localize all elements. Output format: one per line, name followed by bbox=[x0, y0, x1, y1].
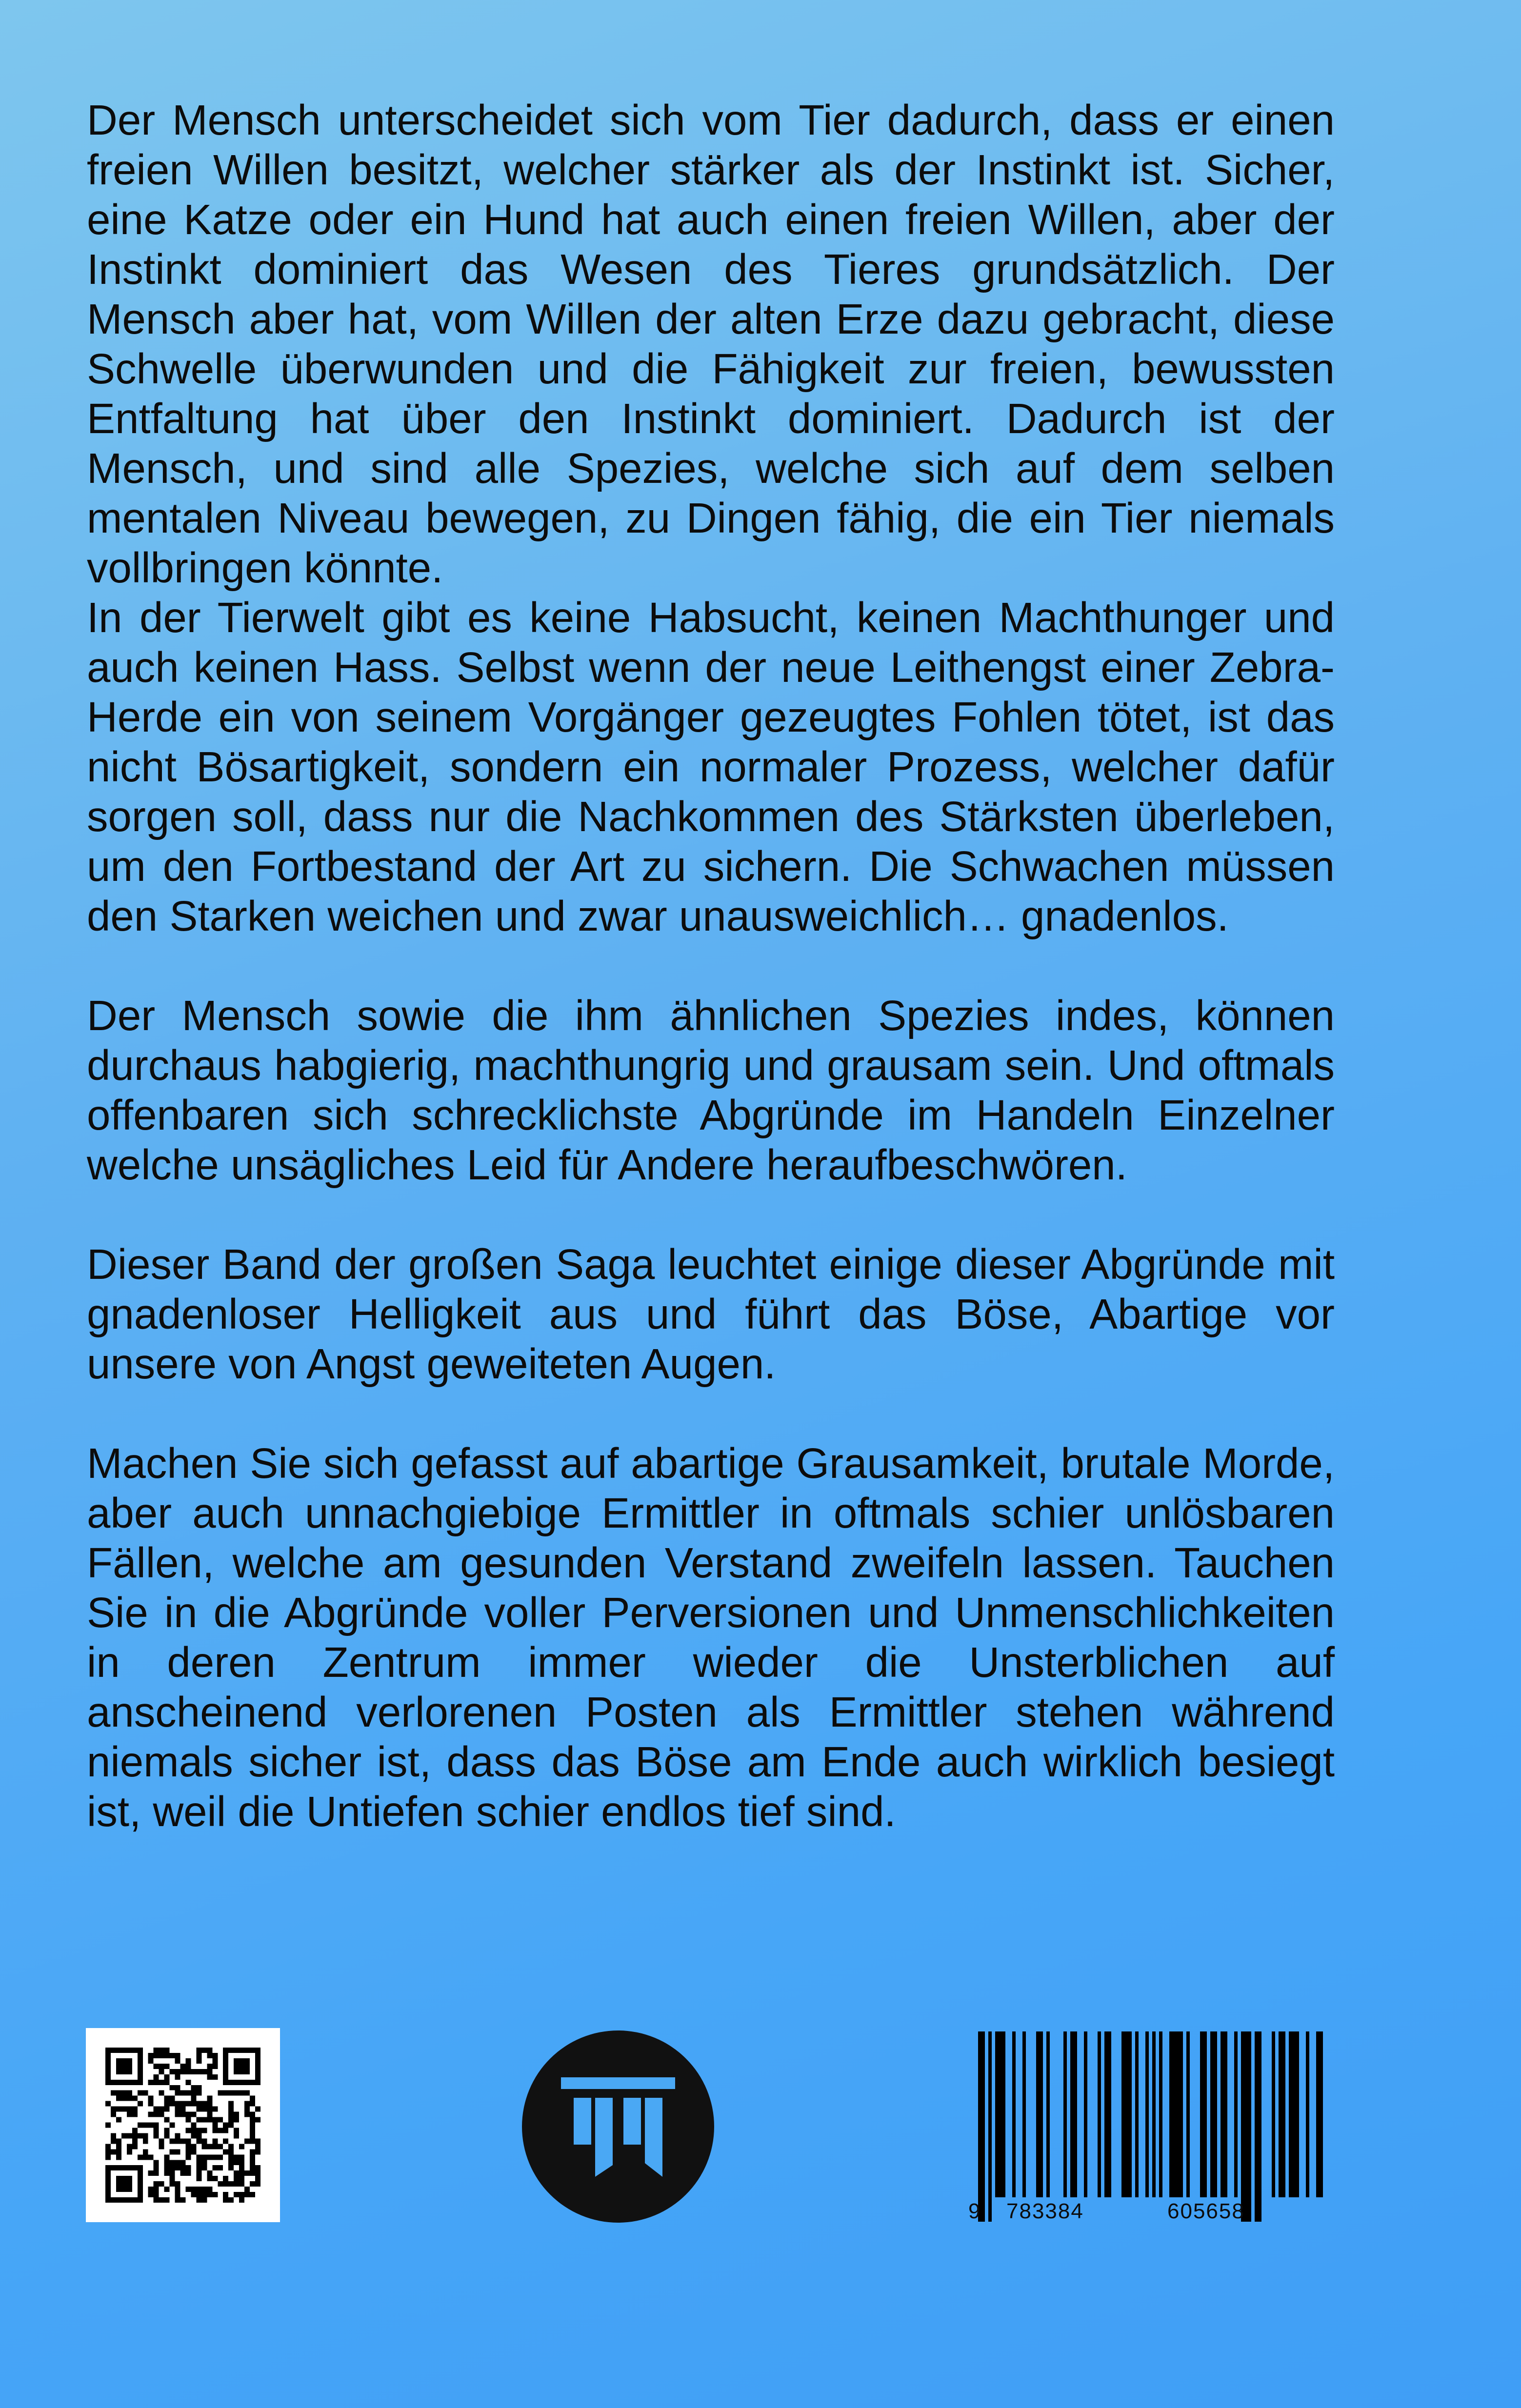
qr-code bbox=[86, 2028, 280, 2222]
barcode-bar bbox=[1063, 2031, 1067, 2197]
barcode-bar bbox=[1169, 2031, 1183, 2197]
barcode-bar bbox=[1186, 2031, 1190, 2197]
paragraph-3: Der Mensch sowie die ihm ähnlichen Spezies indes, können durchaus habgierig, machthungrig und grausam sein. Und oftmals offenbaren sich schrecklichste Abgründe im Handeln Einzelner welche unsägliches Leid für Andere heraufbeschwören. bbox=[87, 992, 1335, 1189]
barcode-bar bbox=[1241, 2031, 1251, 2222]
barcode-bar bbox=[1145, 2031, 1149, 2197]
paragraph-4: Dieser Band der großen Saga leuchtet einige dieser Abgründe mit gnadenloser Helligkeit aus und führt das Böse, Abartige vor unsere von Angst geweiteten Augen. bbox=[87, 1241, 1335, 1388]
barcode-bar bbox=[1234, 2031, 1238, 2197]
paragraph-1: Der Mensch unterscheidet sich vom Tier dadurch, dass er einen freien Willen besitzt, welcher stärker als der Instinkt ist. Sicher, eine Katze oder ein Hund hat auch einen freien Willen, aber der Instinkt dominiert das Wesen des Tieres grundsätzlich. Der Mensch aber hat, vom Willen der alten Erze dazu gebracht, diese Schwelle überwunden und die Fähigkeit zur freien, bewussten Entfaltung hat über den Instinkt dominiert. Dadurch ist der Mensch, und sind alle Spezies, welche sich auf dem selben mentalen Niveau bewegen, zu Dingen fähig, die ein Tier niemals vollbringen könnte. bbox=[87, 97, 1335, 592]
barcode-bar bbox=[1255, 2031, 1261, 2222]
barcode-bar bbox=[1279, 2031, 1285, 2197]
barcode-bar bbox=[1159, 2031, 1162, 2197]
barcode-bar bbox=[1046, 2031, 1050, 2197]
qr-code-icon bbox=[105, 2048, 260, 2203]
isbn-barcode bbox=[968, 2027, 1339, 2231]
barcode-bar bbox=[1221, 2031, 1227, 2197]
barcode-bar bbox=[1210, 2031, 1217, 2197]
barcode-bar bbox=[1135, 2031, 1139, 2197]
barcode-bar bbox=[1200, 2031, 1207, 2197]
barcode-bar bbox=[1306, 2031, 1309, 2197]
barcode-bar bbox=[1036, 2031, 1043, 2197]
barcode-right-digits: 605658 bbox=[1167, 2199, 1245, 2223]
publisher-logo-icon bbox=[522, 2030, 714, 2223]
barcode-bar bbox=[1272, 2031, 1275, 2197]
barcode-first-digit: 9 bbox=[968, 2199, 981, 2223]
paragraph-5: Machen Sie sich gefasst auf abartige Grausamkeit, brutale Morde, aber auch unnachgiebige Ermittler in oftmals schier unlösbaren Fällen, welche am gesunden Verstand zweifeln lassen. Tauchen Sie in die Abgründe voller Perversionen und Unmenschlichkeiten in deren Zentrum immer wieder die Unsterblichen auf anscheinend verlorenen Posten als Ermittler stehen während niemals sicher ist, dass das Böse am Ende auch wirklich besiegt ist, weil die Untiefen schier endlos tief sind. bbox=[87, 1440, 1335, 1835]
barcode-bar bbox=[1104, 2031, 1111, 2197]
barcode-bar bbox=[978, 2031, 985, 2222]
barcode-bar bbox=[1289, 2031, 1299, 2197]
barcode-bar bbox=[1152, 2031, 1156, 2197]
barcode-left-digits: 783384 bbox=[1006, 2199, 1084, 2223]
blurb-text bbox=[87, 96, 1335, 1837]
publisher-logo bbox=[522, 2030, 714, 2223]
barcode-bar bbox=[988, 2031, 992, 2222]
barcode-bar bbox=[1022, 2031, 1026, 2197]
paragraph-2: In der Tierwelt gibt es keine Habsucht, keinen Machthunger und auch keinen Hass. Selbst wenn der neue Leithengst einer Zebra-Herde ein von seinem Vorgänger gezeugtes Fohlen tötet, ist das nicht Bösartigkeit, sondern ein normaler Prozess, welcher dafür sorgen soll, dass nur die Nachkommen des Stärksten überleben, um den Fortbestand der Art zu sichern. Die Schwachen müssen den Starken weichen und zwar unausweichlich… gnadenlos. bbox=[87, 594, 1335, 940]
barcode-bar bbox=[1070, 2031, 1077, 2197]
barcode-bar bbox=[1121, 2031, 1132, 2197]
barcode-bar bbox=[1316, 2031, 1323, 2197]
barcode-bar bbox=[1012, 2031, 1016, 2197]
barcode-bar bbox=[1084, 2031, 1087, 2197]
barcode-bar bbox=[1098, 2031, 1101, 2197]
barcode-bar bbox=[995, 2031, 1005, 2197]
